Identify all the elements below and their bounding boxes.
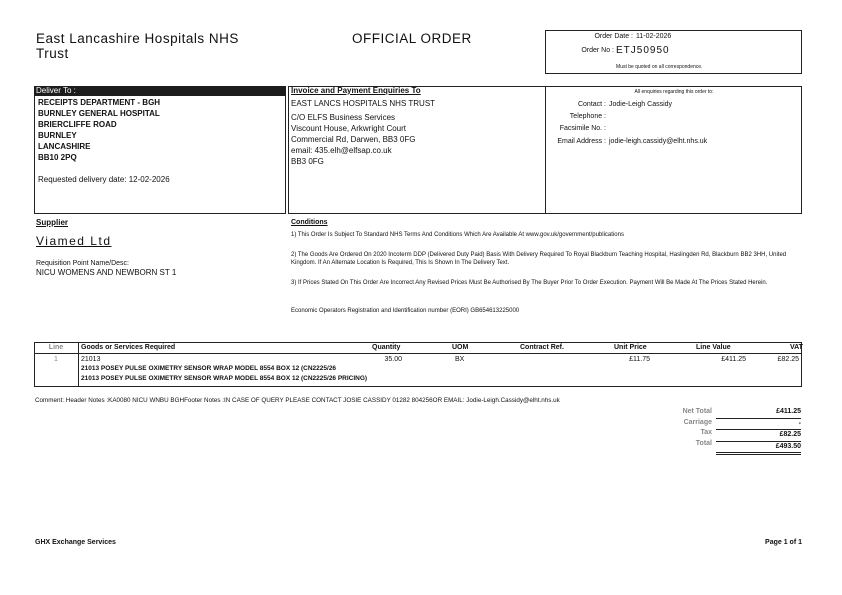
invoice-line: C/O ELFS Business Services <box>291 113 396 122</box>
requested-delivery-date: Requested delivery date: 12-02-2026 <box>38 175 170 184</box>
table-row <box>34 356 802 386</box>
trust-name-line2: Trust <box>36 46 69 61</box>
invoice-line: Viscount House, Arkwright Court <box>291 124 407 133</box>
invoice-address <box>291 98 435 167</box>
order-no-label: Order No : <box>581 47 614 54</box>
telephone-label: Telephone : <box>569 113 606 120</box>
row-desc-2: 21013 POSEY PULSE OXIMETRY SENSOR WRAP MODEL 8554 BOX 12 (CN2225/26 PRICING) <box>81 375 368 382</box>
col-uom-header: UOM <box>452 344 469 351</box>
deliver-line: RECEIPTS DEPARTMENT - BGH <box>38 98 161 107</box>
deliver-line: BB10 2PQ <box>38 153 77 162</box>
row-line: 1 <box>54 356 58 363</box>
row-vat: £82.25 <box>777 356 799 363</box>
contact-value: Jodie-Leigh Cassidy <box>609 101 673 108</box>
invoice-line: EAST LANCS HOSPITALS NHS TRUST <box>291 99 436 108</box>
deliver-address <box>38 97 160 163</box>
totals-labels <box>640 407 712 449</box>
carriage-value: - <box>716 419 801 431</box>
supplier-name: Viamed Ltd <box>36 234 112 248</box>
col-goods-header: Goods or Services Required <box>81 344 176 351</box>
totals-values <box>716 407 801 455</box>
row-quantity: 35.00 <box>384 356 402 363</box>
fax-label: Facsimile No. : <box>559 125 606 132</box>
order-comment: Comment: Header Notes :KA0080 NICU WNBU BGHFooter Notes :IN CASE OF QUERY PLEASE CONTACT JOSIE CASSIDY 01282 804256OR EMAIL: Jodie-Leigh.Cassidy@elht.nhs.uk <box>35 397 560 404</box>
email-label: Email Address : <box>557 138 606 145</box>
invoice-heading: Invoice and Payment Enquiries To <box>291 86 421 95</box>
trust-name-line1: East Lancashire Hospitals NHS <box>36 31 239 46</box>
supplier-heading: Supplier <box>36 218 69 227</box>
condition-eori: Economic Operators Registration and Identification number (EORI) GB654613225000 <box>291 308 520 314</box>
deliver-heading: Deliver To : <box>34 86 286 96</box>
tax-value: £82.25 <box>716 430 801 442</box>
net-total-label: Net Total <box>682 408 712 415</box>
deliver-line: LANCASHIRE <box>38 142 91 151</box>
doc-title: OFFICIAL ORDER <box>352 31 472 46</box>
footer-left: GHX Exchange Services <box>35 539 116 546</box>
deliver-line: BURNLEY <box>38 131 77 140</box>
col-contract-header: Contract Ref. <box>520 344 564 351</box>
table-header-rule <box>34 353 802 354</box>
col-vat-header: VAT <box>790 344 803 351</box>
tax-label: Tax <box>700 429 712 436</box>
order-date: 11-02-2026 <box>636 33 672 40</box>
email-value: jodie-leigh.cassidy@elht.nhs.uk <box>609 138 708 145</box>
row-uom: BX <box>455 356 465 363</box>
row-code: 21013 <box>81 356 101 363</box>
condition-3: 3) If Prices Stated On This Order Are Incorrect Any Revised Prices Must Be Authorised By The Buyer Prior To Order Execution. Payment Will Be Made At The Prices Stated Herein. <box>291 280 768 286</box>
carriage-label: Carriage <box>683 418 712 426</box>
contact-label: Contact : <box>577 101 606 108</box>
row-line-value: £411.25 <box>721 356 746 363</box>
deliver-line: BRIERCLIFFE ROAD <box>38 120 117 129</box>
col-line-value-header: Line Value <box>696 344 731 351</box>
total-value: £493.50 <box>716 442 801 456</box>
req-point: NICU WOMENS AND NEWBORN ST 1 <box>36 268 177 277</box>
req-point-label: Requisition Point Name/Desc: <box>36 260 129 267</box>
order-no: ETJ50950 <box>616 45 670 56</box>
col-line-header: Line <box>48 344 64 351</box>
invoice-line: BB3 0FG <box>291 157 324 166</box>
conditions-heading: Conditions <box>291 219 328 226</box>
invoice-line: email: 435.elh@elfsap.co.uk <box>291 146 392 155</box>
order-date-row <box>546 33 633 40</box>
col-unit-price-header: Unit Price <box>614 344 647 351</box>
table-header-row <box>34 344 802 353</box>
col-quantity-header: Quantity <box>372 344 401 351</box>
row-desc-1: 21013 POSEY PULSE OXIMETRY SENSOR WRAP MODEL 8554 BOX 12 (CN2225/26 <box>81 365 337 372</box>
net-total-value: £411.25 <box>716 407 801 419</box>
row-unit-price: £11.75 <box>629 356 650 363</box>
invoice-line: Commercial Rd, Darwen, BB3 0FG <box>291 135 416 144</box>
enquiries-heading: All enquiries regarding this order to: <box>634 89 714 95</box>
total-label: Total <box>695 439 712 447</box>
condition-1: 1) This Order Is Subject To Standard NHS Terms And Conditions Which Are Available At www.gov.uk/government/publications <box>291 232 624 238</box>
order-date-label: Order Date : <box>594 33 633 40</box>
trust-name <box>36 31 239 61</box>
deliver-line: BURNLEY GENERAL HOSPITAL <box>38 109 160 118</box>
quote-note: Must be quoted on all correspondence. <box>616 64 703 70</box>
condition-2: 2) The Goods Are Ordered On 2020 Incoterm DDP (Delivered Duty Paid) Basis With Delivery Required To Royal Blackburn Teaching Hospital, Haslingden Rd, Blackburn BB2 3HH, United Kingdom. If An Alternate Location Is Required, This Is Shown In The Delivery Text. <box>291 252 787 266</box>
footer-page-number: Page 1 of 1 <box>765 539 802 546</box>
